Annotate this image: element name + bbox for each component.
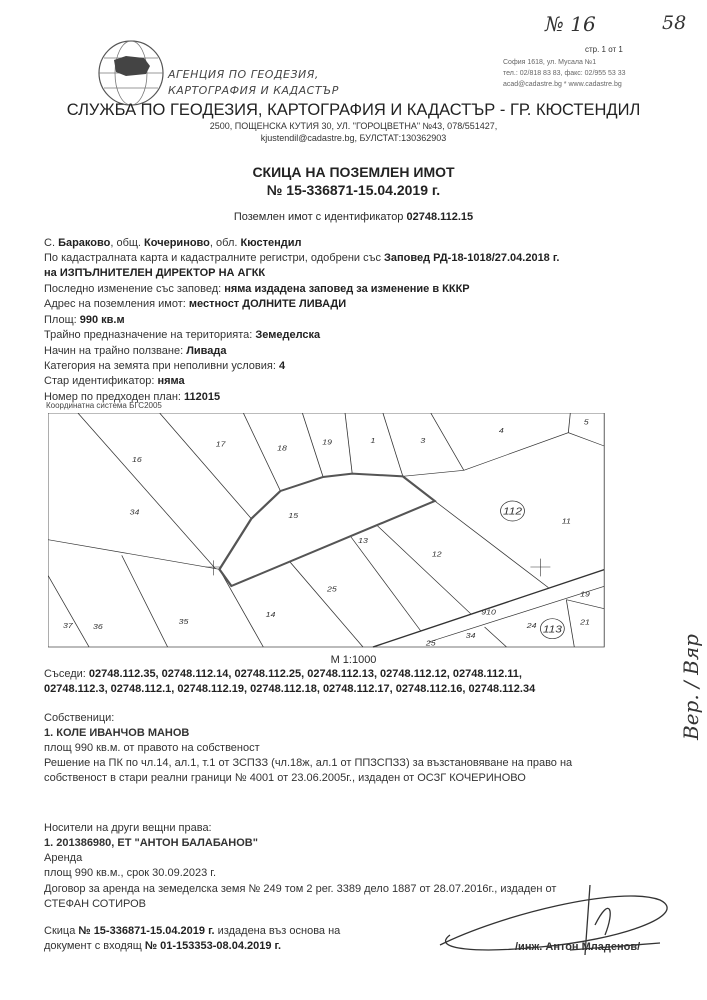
- block-label: 112: [502, 506, 523, 518]
- subject-parcel-outline: [219, 474, 434, 586]
- parcel-label: 25: [425, 639, 436, 648]
- handwritten-note: Вер. / Вяр: [679, 634, 703, 740]
- footer-document-line: документ с входящ № 01-153353-08.04.2019 г.: [44, 940, 282, 952]
- agency-name-line2: КАРТОГРАФИЯ И КАДАСТЪР: [168, 84, 339, 97]
- detail-old-id: Стар идентификатор: няма: [44, 375, 185, 387]
- detail-previous-plan: Номер по предходен план: 112015: [44, 391, 221, 403]
- identifier-line: [0, 211, 707, 223]
- parcel-label: 21: [580, 618, 590, 627]
- parcel-label: 14: [265, 610, 276, 619]
- agency-address: София 1618, ул. Мусала №1: [503, 59, 597, 66]
- office-title: СЛУЖБА ПО ГЕОДЕЗИЯ, КАРТОГРАФИЯ И КАДАСТЪР - ГР. КЮСТЕНДИЛ: [66, 101, 641, 119]
- detail-usage: Начин на трайно ползване: Ливада: [44, 345, 227, 357]
- rights-contract-line1: Договор за аренда на земеделска земя № 249 том 2 рег. 3389 дело 1887 от 28.07.2016г., издаден от: [44, 883, 557, 895]
- identifier-value: 02748.112.15: [406, 211, 474, 223]
- page-stamp: стр. 1 от 1: [585, 45, 623, 54]
- parcel-label: 3: [420, 436, 426, 445]
- detail-last-change: Последно изменение със заповед: няма издадена заповед за изменение в КККР: [44, 283, 470, 295]
- agency-name-line1: АГЕНЦИЯ ПО ГЕОДЕЗИЯ,: [168, 68, 319, 81]
- parcel-label: 34: [465, 631, 476, 640]
- detail-category: Категория на земята при неполивни условия: 4: [44, 360, 286, 372]
- parcel-label: 18: [277, 443, 287, 453]
- parcel-label: 5: [583, 418, 589, 427]
- parcel-label: 36: [92, 622, 103, 631]
- agency-logo: [96, 38, 166, 108]
- parcel-label: 1: [370, 436, 376, 445]
- parcel-label: 24: [526, 621, 537, 630]
- signatory-name: /инж. Антон Младенов/: [515, 941, 641, 953]
- cadastral-map: [48, 413, 605, 648]
- footer-sketch-line: Скица № 15-336871-15.04.2019 г. издадена въз основа на: [44, 925, 341, 937]
- parcel-label: 11: [561, 517, 571, 526]
- block-label: 113: [542, 624, 562, 636]
- other-rights-label: Носители на други вещни права:: [44, 822, 212, 834]
- neighbours-line2: 02748.112.3, 02748.112.1, 02748.112.19, 02748.112.18, 02748.112.17, 02748.112.16, 02748.112.34: [44, 683, 536, 695]
- parcel-label: 15: [288, 511, 299, 520]
- rights-type: Аренда: [44, 852, 83, 864]
- coordinate-system: Координатна система БГС2005: [46, 401, 162, 410]
- owners-label: Собственици:: [44, 712, 115, 724]
- document-title: СКИЦА НА ПОЗЕМЛЕН ИМОТ: [252, 164, 455, 180]
- agency-web: acad@cadastre.bg * www.cadastre.bg: [503, 81, 622, 88]
- owner-name: 1. КОЛЕ ИВАНЧОВ МАНОВ: [44, 727, 190, 739]
- agency-phone: тел.: 02/818 83 83, факс: 02/955 53 33: [503, 70, 626, 77]
- parcel-label: 19: [322, 438, 332, 447]
- rights-holder: 1. 201386980, ЕТ "АНТОН БАЛАБАНОВ": [44, 837, 258, 849]
- parcel-label: 37: [63, 621, 73, 630]
- detail-approval-authority: на ИЗПЪЛНИТЕЛЕН ДИРЕКТОР НА АГКК: [44, 267, 266, 279]
- document-number: № 15-336871-15.04.2019 г.: [266, 182, 441, 198]
- detail-approval: По кадастралната карта и кадастралните регистри, одобрени със Заповед РД-18-1018/27.04.2018 г.: [44, 252, 560, 264]
- detail-address: Адрес на поземления имот: местност ДОЛНИТЕ ЛИВАДИ: [44, 298, 347, 310]
- neighbours-line1: Съседи: 02748.112.35, 02748.112.14, 02748.112.25, 02748.112.13, 02748.112.12, 02748.112.11,: [44, 668, 522, 680]
- detail-location: С. Бараково, общ. Кочериново, обл. Кюстендил: [44, 237, 302, 249]
- parcel-label: 35: [178, 617, 189, 626]
- owner-area: площ 990 кв.м. от правото на собственост: [44, 742, 260, 754]
- map-frame: [48, 413, 604, 647]
- parcel-label: 16: [132, 455, 142, 464]
- detail-area: Площ: 990 кв.м: [44, 314, 125, 326]
- office-address: 2500, ПОЩЕНСКА КУТИЯ 30, УЛ. "ГОРОЦВЕТНА" №43, 078/551427,: [209, 121, 498, 131]
- owner-decision-line1: Решение на ПК по чл.14, ал.1, т.1 от ЗСПЗЗ (чл.18ж, ал.1 от ППЗСПЗЗ) за възстановяване на право на: [44, 757, 573, 769]
- identifier-label: Поземлен имот с идентификатор: [233, 211, 407, 223]
- detail-purpose: Трайно предназначение на територията: Земеделска: [44, 329, 321, 341]
- rights-term: площ 990 кв.м., срок 30.09.2023 г.: [44, 867, 217, 879]
- parcel-label: 13: [358, 536, 368, 545]
- parcel-label: 19: [580, 589, 590, 599]
- handwritten-number: № 16: [545, 12, 596, 36]
- agency-contact: [503, 57, 626, 90]
- office-contact: kjustendil@cadastre.bg, БУЛСТАТ:130362903: [260, 133, 447, 143]
- parcel-label: 910: [481, 608, 496, 617]
- owner-decision-line2: собственост в стари реални граници № 4001 от 23.06.2005г., издаден от ОСЗГ КОЧЕРИНОВО: [44, 772, 526, 784]
- parcel-label: 25: [327, 584, 337, 594]
- parcel-label: 17: [215, 439, 226, 449]
- handwritten-page: 58: [662, 12, 687, 34]
- rights-contract-line2: СТЕФАН СОТИРОВ: [44, 898, 146, 910]
- parcel-label: 4: [498, 426, 504, 435]
- map-scale: М 1:1000: [330, 654, 377, 666]
- parcel-label: 12: [431, 549, 442, 559]
- parcel-label: 34: [129, 508, 140, 517]
